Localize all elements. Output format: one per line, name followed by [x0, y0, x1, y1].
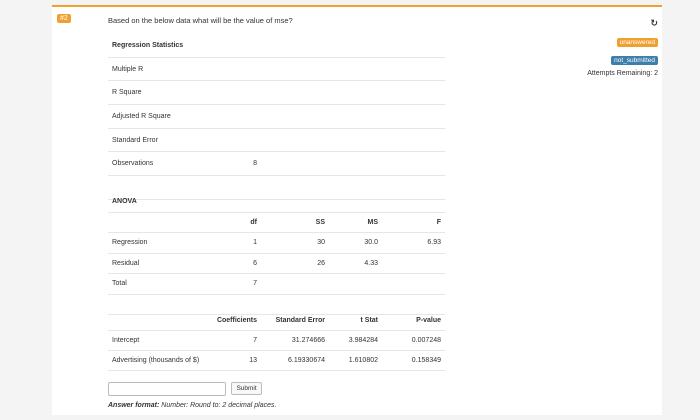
- anova-title: ANOVA: [108, 192, 445, 212]
- row-value: [209, 81, 261, 105]
- column-header: SS: [261, 212, 329, 233]
- row-label: Standard Error: [108, 128, 209, 152]
- table-row: [108, 105, 445, 129]
- table-row: [108, 351, 445, 371]
- row-label: R Square: [108, 81, 209, 105]
- table-header-row: [108, 311, 445, 331]
- table-row: [108, 233, 445, 254]
- table-cell: 26: [261, 253, 329, 274]
- coefficients-table: [108, 311, 445, 371]
- table-cell: 1.610802: [329, 351, 382, 371]
- answer-format-text: Number: Round to: 2 decimal places.: [159, 402, 277, 409]
- column-header: [108, 212, 209, 233]
- row-label: Multiple R: [108, 57, 209, 81]
- table-cell: Advertising (thousands of $): [108, 351, 209, 371]
- row-value: [209, 57, 261, 81]
- table-cell: [329, 274, 382, 295]
- row-value: [209, 105, 261, 129]
- table-row: [108, 81, 445, 105]
- column-header: t Stat: [329, 311, 382, 331]
- table-cell: 6: [209, 253, 261, 274]
- row-value: 8: [209, 152, 261, 176]
- submission-badge: not_submitted: [611, 56, 658, 65]
- answer-format-label: Answer format:: [108, 402, 160, 409]
- table-cell: 31.274666: [261, 331, 329, 351]
- question-card: [52, 5, 662, 415]
- table-cell: 4.33: [329, 253, 382, 274]
- table-row: [108, 128, 445, 152]
- table-row: [108, 152, 445, 176]
- status-badge: unanswered: [617, 38, 658, 47]
- reload-icon[interactable]: ↻: [650, 18, 658, 28]
- table-header-row: [108, 212, 445, 233]
- table-cell: 6.93: [382, 233, 445, 254]
- table-cell: Total: [108, 274, 209, 295]
- column-header: df: [209, 212, 261, 233]
- answer-format-hint: [108, 402, 276, 409]
- question-number-badge: #2: [57, 14, 71, 23]
- table-cell: [382, 253, 445, 274]
- question-status-panel: [587, 13, 658, 77]
- table-cell: Intercept: [108, 331, 209, 351]
- column-header: MS: [329, 212, 382, 233]
- column-header: Coefficients: [209, 311, 261, 331]
- column-header: [108, 311, 209, 331]
- table-cell: 30: [261, 233, 329, 254]
- table-cell: 7: [209, 274, 261, 295]
- row-label: Adjusted R Square: [108, 105, 209, 129]
- table-cell: 30.0: [329, 233, 382, 254]
- column-header: Standard Error: [261, 311, 329, 331]
- answer-row: [108, 380, 262, 398]
- regression-statistics-table: [108, 34, 445, 200]
- answer-input[interactable]: [108, 382, 226, 396]
- table-cell: 6.19330674: [261, 351, 329, 371]
- table-cell: [261, 274, 329, 295]
- table-row: [108, 57, 445, 81]
- table-cell: 0.158349: [382, 351, 445, 371]
- table-row: [108, 274, 445, 295]
- table-cell: 7: [209, 331, 261, 351]
- table-cell: Regression: [108, 233, 209, 254]
- question-text: Based on the below data what will be the value of mse?: [108, 16, 293, 25]
- table-cell: 3.984284: [329, 331, 382, 351]
- table-cell: 1: [209, 233, 261, 254]
- table-row: [108, 253, 445, 274]
- table-cell: [382, 274, 445, 295]
- row-value: [209, 128, 261, 152]
- table-row: [108, 331, 445, 351]
- attempts-remaining: Attempts Remaining: 2: [587, 70, 658, 77]
- submit-button[interactable]: Submit: [231, 382, 261, 395]
- table-cell: 13: [209, 351, 261, 371]
- column-header: P-value: [382, 311, 445, 331]
- regression-statistics-title: Regression Statistics: [108, 34, 445, 57]
- row-label: Observations: [108, 152, 209, 176]
- column-header: F: [382, 212, 445, 233]
- anova-table: [108, 192, 445, 315]
- table-cell: 0.007248: [382, 331, 445, 351]
- table-cell: Residual: [108, 253, 209, 274]
